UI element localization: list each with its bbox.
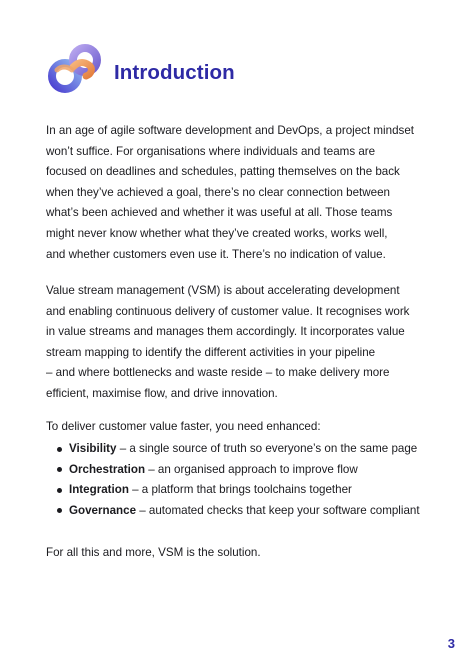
closing-paragraph: For all this and more, VSM is the solution. bbox=[46, 546, 261, 559]
bullet-dot-icon bbox=[57, 488, 62, 493]
list-item bbox=[56, 439, 420, 460]
list-item bbox=[56, 460, 420, 481]
paragraph-line: stream mapping to identify the different activities in your pipeline bbox=[46, 345, 376, 359]
bullets-lead-in: To deliver customer value faster, you need enhanced: bbox=[46, 420, 321, 433]
paragraph-line: and enabling continuous delivery of customer value. It recognises work bbox=[46, 304, 410, 318]
paragraph-line: what’s been achieved and whether it was useful at all. Those teams bbox=[46, 206, 393, 220]
capabilities-list bbox=[56, 439, 420, 521]
paragraph-line: – and where bottlenecks and waste reside – to make delivery more bbox=[46, 366, 390, 380]
bullet-text: – an organised approach to improve flow bbox=[145, 462, 358, 476]
paragraph-line: and whether customers even use it. There’s no indication of value. bbox=[46, 247, 386, 261]
bullet-term: Governance bbox=[69, 503, 137, 517]
bullet-text: – a single source of truth so everyone’s on the same page bbox=[116, 442, 418, 455]
bullet-term: Integration bbox=[69, 483, 129, 497]
bullet-text: – automated checks that keep your software compliant bbox=[136, 503, 420, 517]
bullet-dot-icon bbox=[57, 508, 62, 513]
bullet-term: Orchestration bbox=[69, 462, 146, 476]
intro-paragraph-2 bbox=[46, 281, 466, 405]
bullet-dot-icon bbox=[57, 467, 62, 472]
paragraph-line: won’t suffice. For organisations where individuals and teams are bbox=[46, 144, 376, 158]
bullet-dot-icon bbox=[57, 447, 62, 452]
paragraph-line: might never know whether what they’ve created works, works well, bbox=[46, 226, 388, 240]
bullet-text: – a platform that brings toolchains together bbox=[128, 483, 352, 497]
paragraph-line: In an age of agile software development and DevOps, a project mindset bbox=[46, 124, 414, 137]
intro-paragraph-1 bbox=[46, 121, 466, 265]
paragraph-line: in value streams and manages them accordingly. It incorporates value bbox=[46, 325, 405, 339]
list-item bbox=[56, 480, 420, 501]
infinity-loop-logo-icon bbox=[45, 41, 105, 95]
paragraph-line: efficient, maximise flow, and drive innovation. bbox=[46, 386, 278, 400]
page-number: 3 bbox=[447, 636, 455, 651]
page-title: Introduction bbox=[114, 61, 235, 84]
bullet-term: Visibility bbox=[69, 442, 117, 455]
paragraph-line: when they’ve achieved a goal, there’s no clear connection between bbox=[46, 185, 390, 199]
list-item bbox=[56, 501, 420, 522]
paragraph-line: Value stream management (VSM) is about accelerating development bbox=[46, 284, 400, 297]
paragraph-line: focused on deadlines and schedules, patting themselves on the back bbox=[46, 165, 400, 179]
